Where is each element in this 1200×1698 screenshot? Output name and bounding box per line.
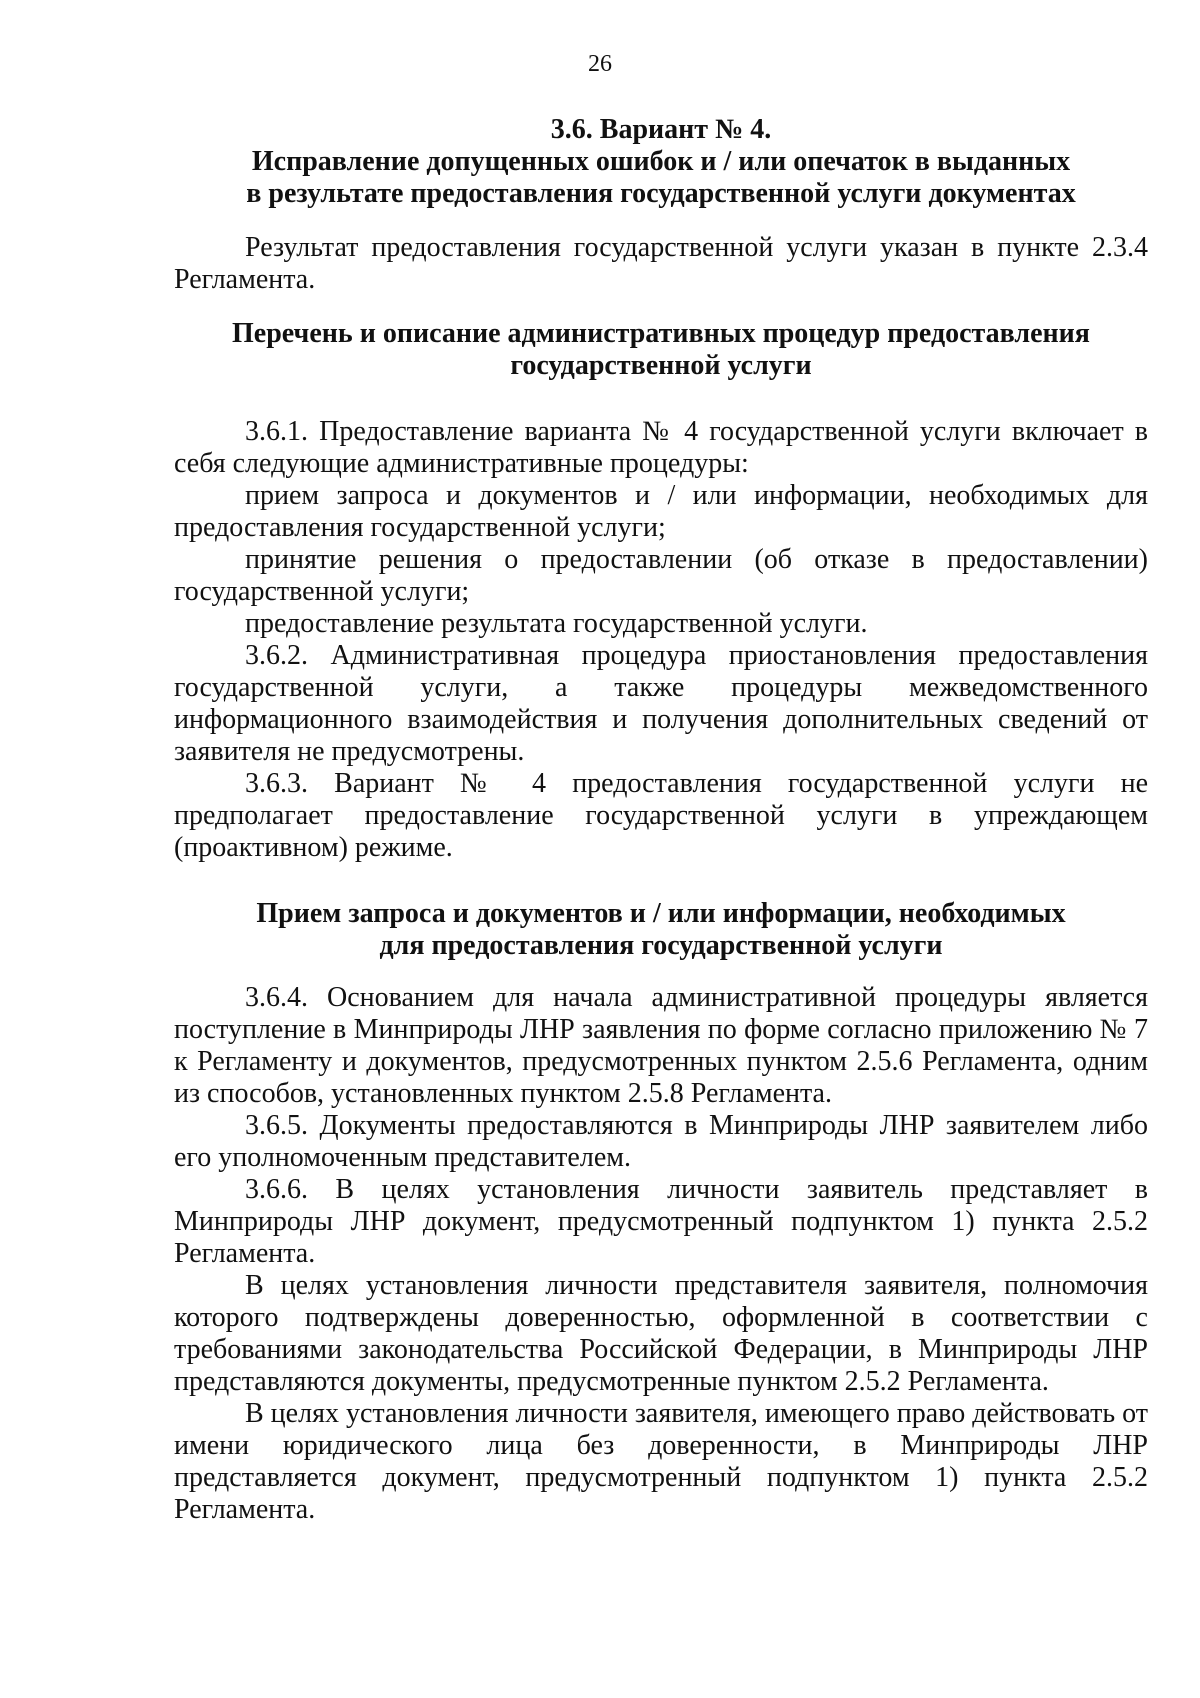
- intro-paragraph: Результат предоставления государственной услуги указан в пункте 2.3.4 Регламента.: [174, 232, 1148, 295]
- paragraph-3-6-2: 3.6.2. Административная процедура приостановления предоставления государственной услуги, а также процедуры межведомственного информационного взаимодействия и получения дополнительных сведений от заявителя не предусмотрены.: [174, 640, 1148, 767]
- list-item-procedure-2: принятие решения о предоставлении (об отказе в предоставлении) государственной услуги;: [174, 544, 1148, 607]
- paragraph-3-6-5: 3.6.5. Документы предоставляются в Минприроды ЛНР заявителем либо его уполномоченным представителем.: [174, 1110, 1148, 1173]
- subsection-heading-procedures: [174, 318, 1148, 382]
- paragraph-legal-entity: В целях установления личности заявителя, имеющего право действовать от имени юридического лица без доверенности, в Минприроды ЛНР представляется документ, предусмотренный подпунктом 1) пункта 2.5.2 Регламента.: [174, 1398, 1148, 1525]
- list-item-procedure-1: прием запроса и документов и / или информации, необходимых для предоставления государственной услуги;: [174, 480, 1148, 543]
- page-number: 26: [588, 51, 612, 77]
- subsection-heading-line-1: Перечень и описание административных процедур предоставления: [232, 318, 1090, 349]
- section-title-line-1: 3.6. Вариант № 4.: [550, 114, 772, 145]
- document-body: [174, 114, 1148, 1526]
- paragraph-3-6-4: 3.6.4. Основанием для начала административной процедуры является поступление в Минприроды ЛНР заявления по форме согласно приложению № 7 к Регламенту и документов, предусмотренных пунктом 2.5.6 Регламента, одним из способов, установленных пунктом 2.5.8 Регламента.: [174, 982, 1148, 1109]
- section-title-line-3: в результате предоставления государственной услуги документах: [246, 178, 1076, 209]
- section-title-line-2: Исправление допущенных ошибок и / или опечаток в выданных: [251, 146, 1071, 177]
- list-item-procedure-3: предоставление результата государственной услуги.: [245, 608, 868, 639]
- paragraph-representative: В целях установления личности представителя заявителя, полномочия которого подтверждены доверенностью, оформленной в соответствии с требованиями законодательства Российской Федерации, в Минприроды ЛНР представляются документы, предусмотренные пунктом 2.5.2 Регламента.: [174, 1270, 1148, 1397]
- subsection-heading-line-1: Прием запроса и документов и / или информации, необходимых: [256, 898, 1066, 929]
- section-title: [174, 114, 1148, 210]
- subsection-heading-line-2: для предоставления государственной услуги: [379, 930, 943, 961]
- paragraph-3-6-3: 3.6.3. Вариант № 4 предоставления государственной услуги не предполагает предоставление государственной услуги в упреждающем (проактивном) режиме.: [174, 768, 1148, 863]
- paragraph-3-6-1: 3.6.1. Предоставление варианта № 4 государственной услуги включает в себя следующие административные процедуры:: [174, 416, 1148, 479]
- subsection-heading-request-intake: [174, 898, 1148, 962]
- subsection-heading-line-2: государственной услуги: [510, 350, 812, 381]
- paragraph-3-6-6: 3.6.6. В целях установления личности заявитель представляет в Минприроды ЛНР документ, предусмотренный подпунктом 1) пункта 2.5.2 Регламента.: [174, 1174, 1148, 1269]
